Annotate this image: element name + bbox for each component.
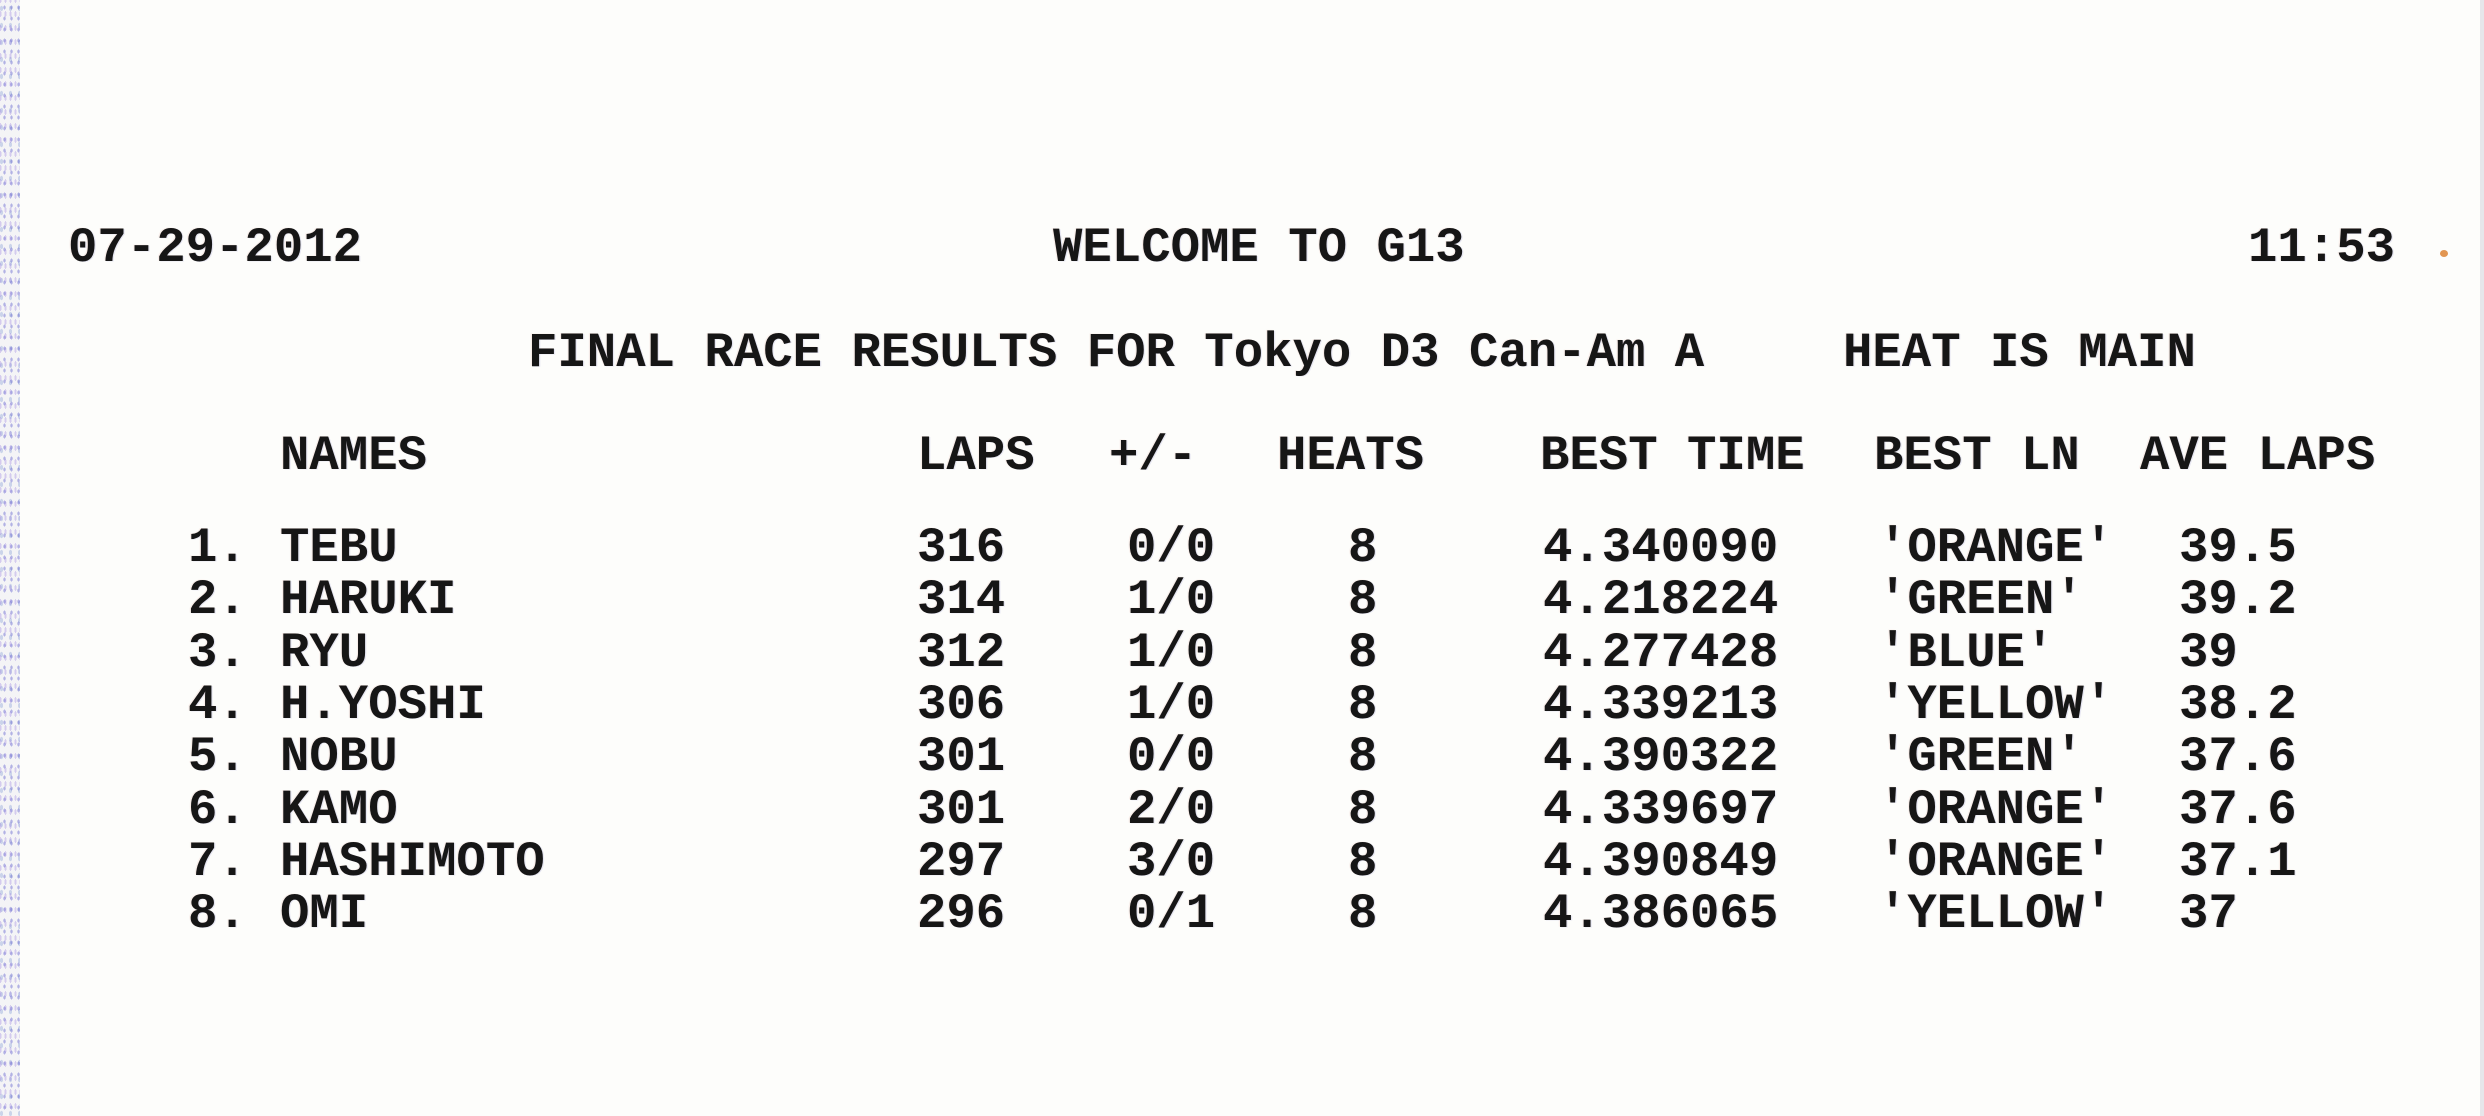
ave-laps-cell: 37.6 xyxy=(2179,782,2297,838)
heats-cell: 8 xyxy=(1348,572,1378,628)
table-row xyxy=(0,574,2484,626)
racer-name-cell: TEBU xyxy=(280,520,398,576)
racer-name-cell: KAMO xyxy=(280,782,398,838)
col-header-best-lane: BEST LN xyxy=(1874,428,2080,484)
rank-cell: 1. xyxy=(188,520,247,576)
plus-minus-cell: 0/0 xyxy=(1127,729,1216,785)
best-lane-cell: 'YELLOW' xyxy=(1878,886,2114,942)
col-header-names: NAMES xyxy=(280,428,428,484)
laps-cell: 316 xyxy=(917,520,1006,576)
racer-name-cell: OMI xyxy=(280,886,369,942)
ave-laps-cell: 38.2 xyxy=(2179,677,2297,733)
racer-name-cell: HARUKI xyxy=(280,572,457,628)
heat-status: HEAT IS MAIN xyxy=(1843,325,2196,381)
heats-cell: 8 xyxy=(1348,834,1378,890)
laps-cell: 297 xyxy=(917,834,1006,890)
best-lane-cell: 'ORANGE' xyxy=(1878,782,2114,838)
plus-minus-cell: 2/0 xyxy=(1127,782,1216,838)
laps-cell: 312 xyxy=(917,625,1006,681)
results-title: FINAL RACE RESULTS FOR Tokyo D3 Can-Am A xyxy=(528,325,1705,381)
rank-cell: 2. xyxy=(188,572,247,628)
plus-minus-cell: 1/0 xyxy=(1127,572,1216,628)
col-header-plus-minus: +/- xyxy=(1109,428,1198,484)
plus-minus-cell: 1/0 xyxy=(1127,625,1216,681)
best-lane-cell: 'GREEN' xyxy=(1878,572,2084,628)
plus-minus-cell: 0/1 xyxy=(1127,886,1216,942)
heats-cell: 8 xyxy=(1348,520,1378,576)
laps-cell: 296 xyxy=(917,886,1006,942)
ave-laps-cell: 39 xyxy=(2179,625,2238,681)
time-label: 11:53 xyxy=(2248,220,2396,276)
best-lane-cell: 'YELLOW' xyxy=(1878,677,2114,733)
rank-cell: 7. xyxy=(188,834,247,890)
table-row xyxy=(0,836,2484,888)
best-time-cell: 4.218224 xyxy=(1543,572,1779,628)
ave-laps-cell: 39.2 xyxy=(2179,572,2297,628)
laps-cell: 301 xyxy=(917,782,1006,838)
best-lane-cell: 'GREEN' xyxy=(1878,729,2084,785)
table-row xyxy=(0,888,2484,940)
date-label: 07-29-2012 xyxy=(68,220,363,276)
heats-cell: 8 xyxy=(1348,886,1378,942)
heats-cell: 8 xyxy=(1348,625,1378,681)
table-row xyxy=(0,627,2484,679)
col-header-best-time: BEST TIME xyxy=(1540,428,1805,484)
racer-name-cell: RYU xyxy=(280,625,369,681)
laps-cell: 306 xyxy=(917,677,1006,733)
rank-cell: 8. xyxy=(188,886,247,942)
rank-cell: 6. xyxy=(188,782,247,838)
best-time-cell: 4.340090 xyxy=(1543,520,1779,576)
table-row xyxy=(0,731,2484,783)
heats-cell: 8 xyxy=(1348,782,1378,838)
ave-laps-cell: 37.1 xyxy=(2179,834,2297,890)
plus-minus-cell: 3/0 xyxy=(1127,834,1216,890)
ave-laps-cell: 37.6 xyxy=(2179,729,2297,785)
col-header-ave-laps: AVE LAPS xyxy=(2140,428,2376,484)
best-lane-cell: 'BLUE' xyxy=(1878,625,2055,681)
best-time-cell: 4.386065 xyxy=(1543,886,1779,942)
best-time-cell: 4.390322 xyxy=(1543,729,1779,785)
plus-minus-cell: 0/0 xyxy=(1127,520,1216,576)
page-title: WELCOME TO G13 xyxy=(1053,220,1465,276)
best-time-cell: 4.390849 xyxy=(1543,834,1779,890)
laps-cell: 314 xyxy=(917,572,1006,628)
rank-cell: 5. xyxy=(188,729,247,785)
best-time-cell: 4.277428 xyxy=(1543,625,1779,681)
ave-laps-cell: 37 xyxy=(2179,886,2238,942)
col-header-laps: LAPS xyxy=(917,428,1035,484)
racer-name-cell: NOBU xyxy=(280,729,398,785)
heats-cell: 8 xyxy=(1348,677,1378,733)
table-row xyxy=(0,522,2484,574)
best-lane-cell: 'ORANGE' xyxy=(1878,520,2114,576)
heats-cell: 8 xyxy=(1348,729,1378,785)
ave-laps-cell: 39.5 xyxy=(2179,520,2297,576)
best-lane-cell: 'ORANGE' xyxy=(1878,834,2114,890)
col-header-heats: HEATS xyxy=(1277,428,1425,484)
rank-cell: 3. xyxy=(188,625,247,681)
rank-cell: 4. xyxy=(188,677,247,733)
racer-name-cell: H.YOSHI xyxy=(280,677,486,733)
racer-name-cell: HASHIMOTO xyxy=(280,834,545,890)
table-row xyxy=(0,679,2484,731)
best-time-cell: 4.339697 xyxy=(1543,782,1779,838)
plus-minus-cell: 1/0 xyxy=(1127,677,1216,733)
laps-cell: 301 xyxy=(917,729,1006,785)
table-row xyxy=(0,784,2484,836)
best-time-cell: 4.339213 xyxy=(1543,677,1779,733)
